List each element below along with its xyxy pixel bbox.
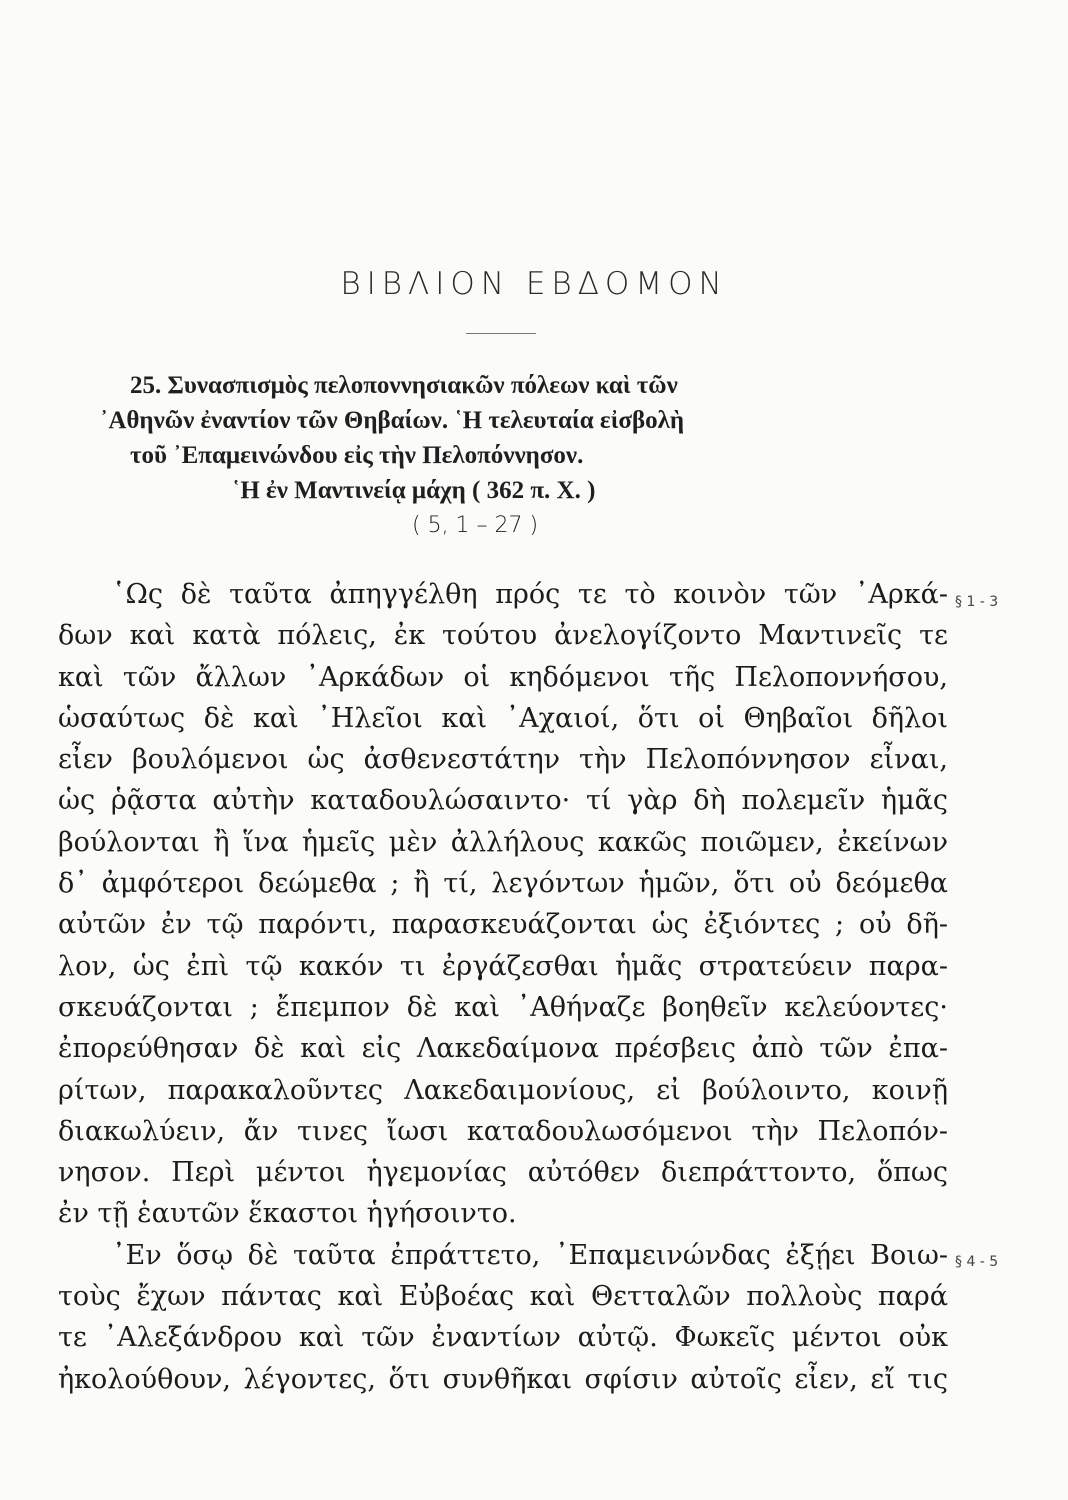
- text-line: δων καὶ κατὰ πόλεις, ἐκ τούτου ἀνελογίζοντο Μαντινεῖς τε: [58, 620, 948, 652]
- text-line: ρίτων, παρακαλοῦντες Λακεδαιμονίους, εἰ βούλοιντο, κοινῇ: [58, 1074, 948, 1106]
- text-line: ἠκολούθουν, λέγοντες, ὅτι συνθῆκαι σφίσιν αὐτοῖς εἶεν, εἴ τις: [58, 1363, 948, 1395]
- book-title: ΒΙΒΛΙΟΝ ΕΒΔΟΜΟΝ: [340, 266, 728, 302]
- text-line: εἶεν βουλόμενοι ὡς ἀσθενεστάτην τὴν Πελοπόννησον εἶναι,: [58, 744, 948, 776]
- chapter-heading-line: 25. Συνασπισμὸς πελοποννησιακῶν πόλεων καὶ τῶν: [130, 372, 678, 399]
- text-line: βούλονται ἢ ἵνα ἡμεῖς μὲν ἀλλήλους κακῶς ποιῶμεν, ἐκείνων: [58, 826, 948, 858]
- body-text: [58, 574, 948, 1400]
- text-line: τοὺς ἔχων πάντας καὶ Εὐβοέας καὶ Θετταλῶν πολλοὺς παρά: [58, 1281, 948, 1313]
- text-line: αὐτῶν ἐν τῷ παρόντι, παρασκευάζονται ὡς ἐξιόντες ; οὐ δῆ-: [58, 909, 948, 941]
- title-divider: [466, 333, 536, 334]
- margin-section-note: § 4 - 5: [955, 1254, 999, 1270]
- text-line: ᾿Εν ὅσῳ δὲ ταῦτα ἐπράττετο, ᾿Επαμεινώνδας ἐξῄει Βοιω-: [112, 1239, 948, 1271]
- text-line: καὶ τῶν ἄλλων ᾿Αρκάδων οἱ κηδόμενοι τῆς Πελοποννήσου,: [58, 661, 948, 693]
- text-line: δ᾿ ἀμφότεροι δεώμεθα ; ἢ τί, λεγόντων ἡμῶν, ὅτι οὐ δεόμεθα: [58, 868, 948, 900]
- text-line: σκευάζονται ; ἔπεμπον δὲ καὶ ᾿Αθήναζε βοηθεῖν κελεύοντες·: [58, 991, 948, 1023]
- text-line: νησον. Περὶ μέντοι ἡγεμονίας αὐτόθεν διεπράττοντο, ὅπως: [58, 1157, 948, 1189]
- chapter-heading-line: τοῦ ᾿Επαμεινώνδου εἰς τὴν Πελοπόννησον.: [130, 442, 584, 469]
- margin-section-note: § 1 - 3: [955, 594, 999, 610]
- text-line: τε ᾿Αλεξάνδρου καὶ τῶν ἐναντίων αὐτῷ. Φωκεῖς μέντοι οὐκ: [58, 1322, 948, 1354]
- chapter-heading-line: ῾Η ἐν Μαντινείᾳ μάχη ( 362 π. Χ. ): [232, 477, 596, 504]
- text-line: ὡσαύτως δὲ καὶ ᾿Ηλεῖοι καὶ ᾿Αχαιοί, ὅτι οἱ Θηβαῖοι δῆλοι: [58, 702, 948, 734]
- text-line: ῾Ως δὲ ταῦτα ἀπηγγέλθη πρός τε τὸ κοινὸν τῶν ᾿Αρκά-: [112, 579, 948, 610]
- chapter-heading: [100, 368, 980, 543]
- text-line: ἐπορεύθησαν δὲ καὶ εἰς Λακεδαίμονα πρέσβεις ἀπὸ τῶν ἐπα-: [58, 1033, 948, 1065]
- chapter-heading-line: ᾿Αθηνῶν ἐναντίον τῶν Θηβαίων. ῾Η τελευταία εἰσβολὴ: [100, 407, 685, 434]
- chapter-section-range: ( 5, 1 – 27 ): [412, 513, 539, 538]
- text-line: διακωλύειν, ἄν τινες ἴωσι καταδουλωσόμενοι τὴν Πελοπόν-: [58, 1115, 948, 1147]
- text-line: ἐν τῇ ἑαυτῶν ἕκαστοι ἡγήσοιντο.: [58, 1198, 517, 1230]
- text-line: ὡς ῥᾷστα αὐτὴν καταδουλώσαιντο· τί γὰρ δὴ πολεμεῖν ἡμᾶς: [58, 785, 948, 817]
- text-line: λον, ὡς ἐπὶ τῷ κακόν τι ἐργάζεσθαι ἡμᾶς στρατεύειν παρα-: [58, 950, 948, 982]
